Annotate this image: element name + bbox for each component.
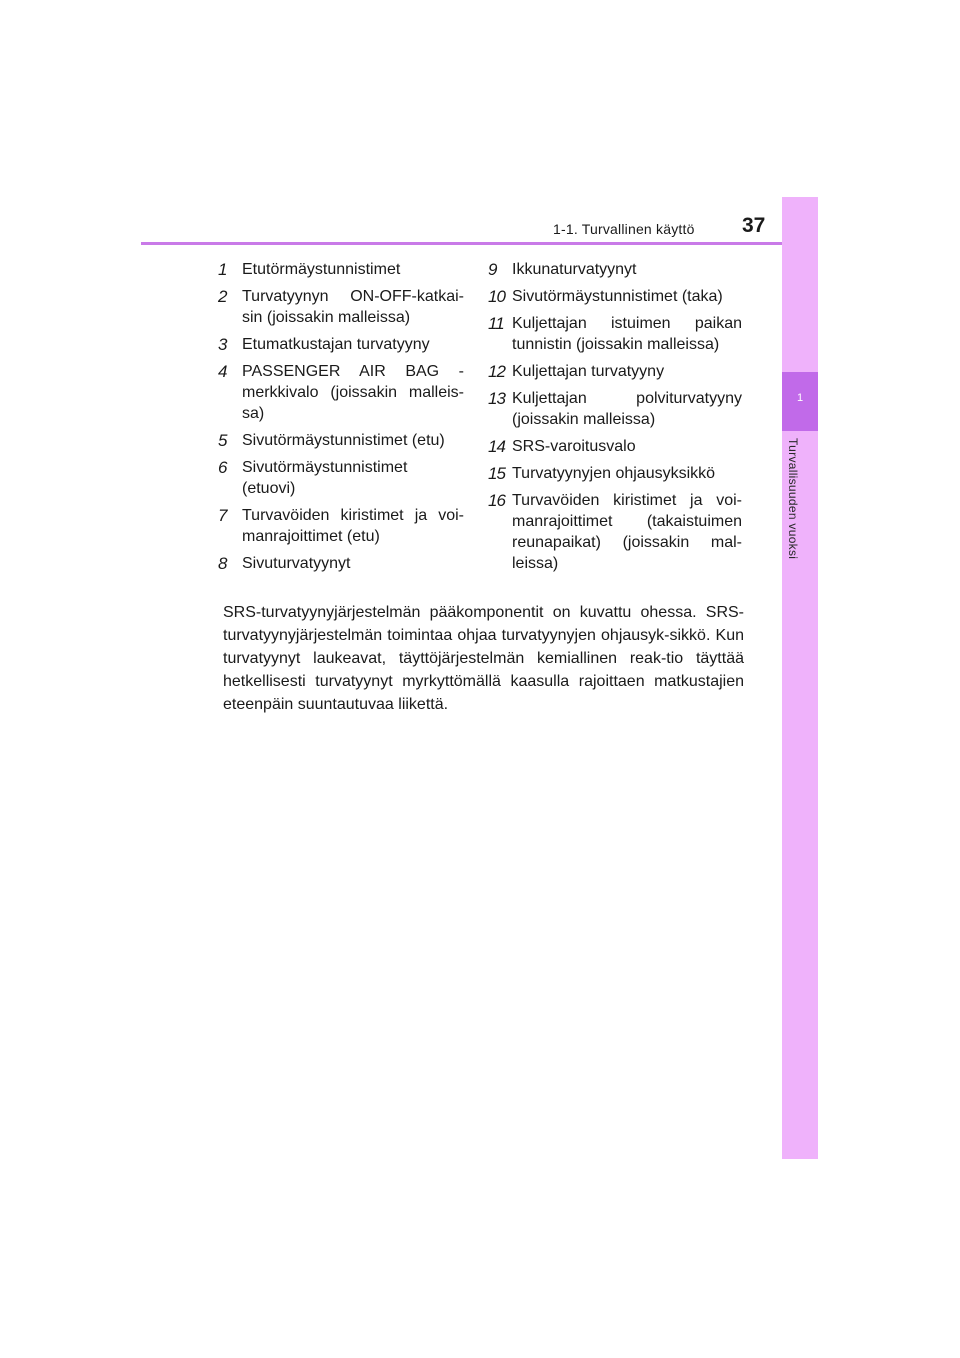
- legend-item: [488, 313, 742, 355]
- legend-number: 5: [218, 431, 227, 450]
- legend-text: Ikkunaturvatyynyt: [512, 261, 637, 278]
- legend-number: 11: [488, 314, 504, 333]
- chapter-title: Turvallisuuden vuoksi: [786, 438, 800, 560]
- legend-number: 15: [488, 464, 505, 483]
- chapter-side-tab: [782, 197, 818, 1159]
- header-divider: [141, 242, 818, 245]
- legend-left-column: [218, 259, 464, 580]
- legend-text: Turvatyynyn ON-OFF-katkai-sin (joissakin malleissa): [242, 288, 464, 326]
- page-number: 37: [742, 214, 766, 237]
- legend-item: [488, 436, 742, 457]
- legend-number: 7: [218, 506, 227, 525]
- legend-text: Kuljettajan istuimen paikan tunnistin (joissakin malleissa): [512, 315, 742, 353]
- legend-number: 3: [218, 335, 227, 354]
- legend-text: Etumatkustajan turvatyyny: [242, 336, 430, 353]
- legend-item: [218, 286, 464, 328]
- legend-right-column: [488, 259, 742, 580]
- legend-number: 9: [488, 260, 497, 279]
- legend-text: Sivuturvatyynyt: [242, 555, 351, 572]
- section-title: 1-1. Turvallinen käyttö: [553, 221, 695, 237]
- legend-item: [488, 463, 742, 484]
- legend-number: 8: [218, 554, 227, 573]
- chapter-number: 1: [796, 392, 804, 404]
- legend-item: [488, 388, 742, 430]
- legend-item: [218, 505, 464, 547]
- legend-item: [218, 457, 464, 499]
- legend-item: [218, 361, 464, 424]
- legend-item: [218, 334, 464, 355]
- legend-text: Sivutörmäystunnistimet (taka): [512, 288, 723, 305]
- legend-item: [218, 553, 464, 574]
- legend-item: [218, 259, 464, 280]
- legend-number: 4: [218, 362, 227, 381]
- legend-text: SRS-varoitusvalo: [512, 438, 636, 455]
- legend-number: 12: [488, 362, 505, 381]
- legend-number: 13: [488, 389, 505, 408]
- legend-text: Etutörmäystunnistimet: [242, 261, 401, 278]
- legend-item: [488, 286, 742, 307]
- legend-number: 16: [488, 491, 505, 510]
- legend-text: Kuljettajan turvatyyny: [512, 363, 665, 380]
- legend-item: [488, 361, 742, 382]
- legend-number: 1: [218, 260, 227, 279]
- legend-text: Sivutörmäystunnistimet (etuovi): [242, 459, 408, 497]
- legend-number: 2: [218, 287, 227, 306]
- legend-number: 6: [218, 458, 227, 477]
- legend-text: Turvatyynyjen ohjausyksikkö: [512, 465, 716, 482]
- legend-item: [488, 259, 742, 280]
- body-paragraph: SRS-turvatyynyjärjestelmän pääkomponentit on kuvattu ohessa. SRS-turvatyynyjärjestelmän toimintaa ohjaa turvatyynyjen ohjausyk-sikkö. Kun turvatyynyt laukeavat, täyttöjärjestelmän kemiallinen reak-tio täyttää hetkellisesti turvatyynyt myrkyttömällä kaasulla rajoittaen matkustajien eteenpäin suuntautuvaa liikettä.: [223, 604, 744, 713]
- legend-text: Kuljettajan polviturvatyyny (joissakin malleissa): [512, 390, 742, 428]
- legend-text: Sivutörmäystunnistimet (etu): [242, 432, 445, 449]
- legend-item: [218, 430, 464, 451]
- legend-number: 14: [488, 437, 505, 456]
- legend-text: PASSENGER AIR BAG -merkkivalo (joissakin malleis-sa): [242, 363, 464, 422]
- legend-text: Turvavöiden kiristimet ja voi-manrajoittimet (takaistuimen reunapaikat) (joissakin mal-leissa): [512, 492, 742, 572]
- legend-number: 10: [488, 287, 505, 306]
- legend-item: [488, 490, 742, 574]
- legend-text: Turvavöiden kiristimet ja voi-manrajoittimet (etu): [242, 507, 464, 545]
